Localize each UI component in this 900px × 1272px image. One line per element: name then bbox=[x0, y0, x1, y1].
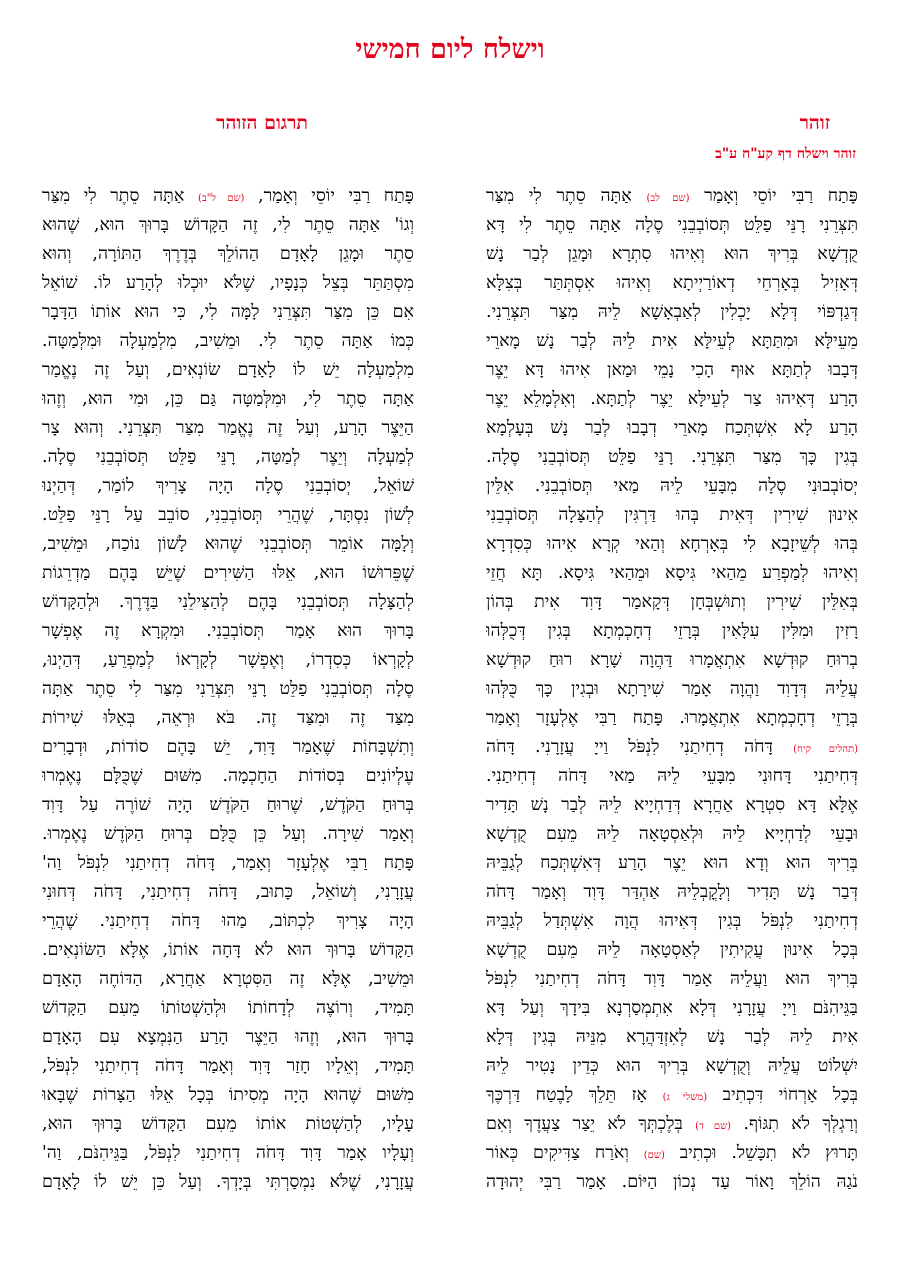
text-segment: לְהַצָּלָה תְּסוֹבְבֵנִי בָּהֶם לְהַצִּילֵנִי בַּדֶּרֶךְ. וּלְהַקָּדוֹשׁ bbox=[42, 592, 414, 612]
zohar-text-line bbox=[486, 501, 858, 530]
zohar-text-line bbox=[486, 1052, 858, 1081]
zohar-text-line bbox=[486, 1023, 858, 1052]
text-segment: יְסוֹבְבוּנִי סֶלָה מִבָּעֵי לֵיהּ מַאי תְּסוֹבְבֵנִי. אִלֵּין bbox=[486, 476, 858, 496]
text-segment: וְרַגְלְךָ לֹא תִגּוֹף. bbox=[731, 1114, 858, 1134]
text-segment: בְּלֶכְתְּךָ לֹא יֵצַר צַעֲדֶךָ וְאִם bbox=[486, 1114, 696, 1134]
text-segment: אִית לֵיהּ לְבַר נָשׁ לְאִזְדַּהֲרָא מִנֵּיהּ בְּגִין דְּלָא bbox=[486, 1027, 858, 1047]
text-segment: וְלָמָּה אוֹמֵר תְּסוֹבְבֵנִי שֶׁהוּא לָשׁוֹן נוֹכַח, וּמֵשִׁיב, bbox=[42, 534, 414, 554]
zohar-text-line bbox=[486, 298, 858, 327]
verse-source-citation: (שם ד) bbox=[695, 1121, 732, 1132]
text-segment: עָלָיו, לְהַשְׁטוֹת אוֹתוֹ מֵעִם הַקָּדוֹשׁ בָּרוּךְ הוּא, bbox=[42, 1114, 414, 1134]
text-segment: קֻדְשָׁא בְּרִיךְ הוּא וְאִיהוּ סִתְרָא וּמָגֵן לְבַר נָשׁ bbox=[486, 244, 858, 264]
targum-text-line bbox=[42, 1052, 414, 1081]
text-segment: דְּבָבוּ לְתַתָּא אוּף הָכִי נָמֵי וּמַאן אִיהוּ דָּא יֵצֶר bbox=[486, 360, 858, 380]
zohar-source-reference: זוהר וישלח דף קע"ח ע"ב bbox=[715, 146, 856, 162]
zohar-text-line bbox=[486, 1110, 858, 1139]
text-segment: יִשְׁלוֹט עֲלֵיהּ וְקֻדְשָׁא בְּרִיךְ הוּא כְּדֵין נָטִיר לֵיהּ bbox=[486, 1056, 858, 1076]
text-segment: דְּחִיתַנִי דָּחוּנִי מִבָּעֵי לֵיהּ מַאי דָּחֹה דְחִיתַנִי. bbox=[486, 766, 858, 786]
text-segment: אָז תֵּלֵךְ לָבֶטַח דַּרְכֶּךָ bbox=[486, 1085, 663, 1105]
targum-text-line bbox=[42, 646, 414, 675]
text-segment: פָּתַח רַבִּי יוֹסֵי וְאָמַר, bbox=[244, 186, 414, 206]
text-segment: כְּמוֹ אַתָּה סֵתֶר לִי. וּמֵשִׁיב, מִלְמַעְלָה וּמִלְּמַטָּה. bbox=[42, 331, 414, 351]
text-segment: דְּבַר נָשׁ תָּדִיר וְלָקֳבְלֵיהּ אַהְדַּר דָּוִד וְאָמַר דָּחֹה bbox=[486, 882, 858, 902]
zohar-text-line bbox=[486, 414, 858, 443]
text-segment: סֵתֶר וּמָגֵן לָאָדָם הַהוֹלֵךְ בְּדֶרֶךְ הַתּוֹרָה, וְהוּא bbox=[42, 244, 414, 264]
text-segment: בְּאִלֵּין שִׁירִין וְתוּשְׁבְּחָן דְּקָאמַר דָּוִד אִית בְּהוֹן bbox=[486, 592, 858, 612]
text-segment: וְעָלָיו אָמַר דָּוִד דָּחֹה דְחִיתַנִי לִנְפֹּל, בַּגֵּיהִנֹּם, וַה' bbox=[42, 1143, 414, 1163]
targum-text-line bbox=[42, 936, 414, 965]
zohar-text-line bbox=[486, 646, 858, 675]
text-segment: דָּחֹה דְחִיתַנִי לִנְפֹּל וַייָ עֲזָרָנִי. דָּחֹה bbox=[486, 737, 794, 757]
text-segment: הָרַע דְּאִיהוּ צַר לְעֵילָּא יֵצֶר לְתַתָּא. וְאִלְמָלֵא יֵצֶר bbox=[486, 389, 858, 409]
zohar-text-line bbox=[486, 1168, 858, 1197]
text-segment: אַתָּה סֵתֶר לִי, וּמִלְּמַטָּה גַּם כֵּן, וּמִי הוּא, וְזֶהוּ bbox=[42, 389, 414, 409]
zohar-text-line bbox=[486, 704, 858, 733]
text-segment: אַתָּה סֵתֶר לִי מִצַּר bbox=[486, 186, 647, 206]
text-segment: בְּכָל אָרְחוֹי דִּכְתִיב bbox=[707, 1085, 858, 1105]
text-segment: מִסְתַּתֵּר בְּצֵל כְּנָפָיו, שֶׁלֹּא יוּכְלוּ לְהָרַע לוֹ. שׁוֹאֵל bbox=[42, 273, 414, 293]
targum-text-line bbox=[42, 704, 414, 733]
zohar-text-line bbox=[486, 791, 858, 820]
targum-text-line bbox=[42, 675, 414, 704]
text-segment: וְאָמַר שִׁירָה. וְעַל כֵּן כֻּלָּם בְּרוּחַ הַקֹּדֶשׁ נֶאֶמְרוּ. bbox=[42, 824, 414, 844]
text-segment: רָזִין וּמִלִּין עִלָּאִין בְּרָזֵי דְחָכְמְתָא בְּגִין דְּכֻלְּהוּ bbox=[486, 621, 858, 641]
text-segment: תָּרוּץ לֹא תִכָּשֵׁל. וּכְתִיב bbox=[664, 1143, 858, 1163]
zohar-text-line bbox=[486, 356, 858, 385]
text-segment: סֶלָה תְּסוֹבְבֵנִי פַלֵּט רָנֵּי תִּצְּרֵנִי מִצַּר לִי סֵתֶר אַתָּה bbox=[42, 679, 414, 699]
text-segment: מִלְמַעְלָה יֵשׁ לוֹ לָאָדָם שׂוֹנְאִים, וְעַל זֶה נֶאֱמַר bbox=[42, 360, 414, 380]
text-segment: לְקָרְאוֹ כְּסִדְרוֹ, וְאֶפְשָׁר לְקָרְאוֹ לְמַפְרֵעַ, דְּהַיְנוּ, bbox=[42, 650, 414, 670]
verse-source-citation: (שם לב) bbox=[646, 193, 690, 204]
targum-text-line bbox=[42, 240, 414, 269]
text-segment: בְּכָל אִינוּן עֲקִיתִין לְאַסְטָאָה לֵיהּ מֵעִם קֻדְשָׁא bbox=[486, 940, 858, 960]
text-segment: תָּמִיד, וְרוֹצֶה לְדָחוֹתוֹ וּלְהַשְׁטוֹתוֹ מֵעִם הַקָּדוֹשׁ bbox=[42, 998, 414, 1018]
text-segment: הַקָּדוֹשׁ בָּרוּךְ הוּא לֹא דָּחָה אוֹתוֹ, אֶלָּא הַשּׂוֹנְאִים. bbox=[42, 940, 414, 960]
zohar-text-line bbox=[486, 849, 858, 878]
text-segment: וּמֵשִׁיב, אֶלָּא זֶה הַסִּטְרָא אַחֲרָא, הַדּוֹחֶה הָאָדָם bbox=[42, 969, 414, 989]
text-segment: בְּהוּ לְשֵׁיזָבָא לִי בְּאָרְחָא וְהַאי קְרָא אִיהוּ כְּסִדְרָא bbox=[486, 534, 858, 554]
targum-text-line bbox=[42, 472, 414, 501]
zohar-text-line bbox=[486, 559, 858, 588]
zohar-text-line bbox=[486, 530, 858, 559]
targum-text-line bbox=[42, 559, 414, 588]
zohar-text-column bbox=[486, 182, 858, 1250]
zohar-text-line bbox=[486, 385, 858, 414]
text-segment: הָרַע לָא אִשְׁתְּכַח מָארֵי דְבָבוּ לְבַר נָשׁ בְּעָלְמָא bbox=[486, 418, 858, 438]
text-segment: עֲזָרָנִי, שֶׁלֹּא נִמְסַרְתִּי בְּיָדְךָ. וְעַל כֵּן יֵשׁ לוֹ לָאָדָם bbox=[42, 1172, 414, 1192]
zohar-text-line bbox=[486, 733, 858, 762]
targum-text-line bbox=[42, 965, 414, 994]
text-segment: אִם כֵּן מִצַּר תִּצְּרֵנִי לָמָּה לִי, כִּי הוּא אוֹתוֹ הַדָּבָר bbox=[42, 302, 414, 322]
targum-column-header: תרגום הזוהר bbox=[216, 112, 308, 134]
targum-text-line bbox=[42, 1139, 414, 1168]
text-segment: בְּרִיךְ הוּא וַעֲלֵיהּ אָמַר דָּוִד דָּחֹה דְחִיתַנִי לִנְפֹּל bbox=[486, 969, 858, 989]
targum-text-line bbox=[42, 414, 414, 443]
verse-source-citation: (שם ל"ב) bbox=[197, 193, 245, 204]
zohar-text-line bbox=[486, 472, 858, 501]
targum-text-line bbox=[42, 443, 414, 472]
zohar-text-line bbox=[486, 617, 858, 646]
zohar-text-line bbox=[486, 240, 858, 269]
targum-text-line bbox=[42, 1110, 414, 1139]
text-segment: לְמַעְלָה וְיֵצֶר לְמַטָּה, רָנֵּי פַלֵּט תְּסוֹבְבֵנִי סֶלָה. bbox=[42, 447, 414, 467]
verse-source-citation: (משלי ג) bbox=[662, 1092, 708, 1103]
targum-text-line bbox=[42, 1168, 414, 1197]
targum-text-line bbox=[42, 791, 414, 820]
targum-text-line bbox=[42, 211, 414, 240]
targum-text-line bbox=[42, 762, 414, 791]
text-segment: וּבָעֵי לְדַחְיָיא לֵיהּ וּלְאַסְטָאָה לֵיהּ מֵעִם קֻדְשָׁא bbox=[486, 824, 858, 844]
zohar-text-line bbox=[486, 936, 858, 965]
targum-text-line bbox=[42, 269, 414, 298]
text-segment: וְתִשְׁבָּחוֹת שֶׁאָמַר דָּוִד, יֵשׁ בָּהֶם סוֹדוֹת, וּדְבָרִים bbox=[42, 737, 414, 757]
zohar-text-line bbox=[486, 327, 858, 356]
page-title: וישלח ליום חמישי bbox=[355, 34, 545, 65]
targum-text-line bbox=[42, 182, 414, 211]
text-segment: בְרוּחַ קוּדְשָׁא אִתְאֲמָרוּ דַּהֲוָה שָׁרָא רוּחַ קוּדְשָׁא bbox=[486, 650, 858, 670]
zohar-text-line bbox=[486, 994, 858, 1023]
text-segment: בְּרוּחַ הַקֹּדֶשׁ, שֶׁרוּחַ הַקֹּדֶשׁ הָיָה שׁוֹרֶה עַל דָּוִד bbox=[42, 795, 414, 815]
text-segment: בַּגֵּיהִנֹּם וַייָ עֲזָרָנִי דְּלָא אִתְמְסַרְנָא בִּידָךְ וְעַל דָּא bbox=[486, 998, 858, 1018]
zohar-text-line bbox=[486, 907, 858, 936]
zohar-text-line bbox=[486, 965, 858, 994]
targum-text-line bbox=[42, 530, 414, 559]
verse-source-citation: (שם) bbox=[643, 1150, 665, 1161]
targum-text-column bbox=[42, 182, 414, 1250]
text-segment: מִשּׁוּם שֶׁהוּא הָיָה מְסִיתוֹ בְּכָל אֵלּוּ הַצָּרוֹת שֶׁבָּאוּ bbox=[42, 1085, 414, 1105]
targum-text-line bbox=[42, 501, 414, 530]
zohar-text-line bbox=[486, 820, 858, 849]
text-segment: תָּמִיד, וְאֵלָיו חָזַר דָּוִד וְאָמַר דָּחֹה דְחִיתַנִי לִנְפֹּל, bbox=[42, 1056, 414, 1076]
targum-text-line bbox=[42, 588, 414, 617]
text-segment: אִינוּן שִׁירִין דְּאִית בְּהוּ דַּרְגִּין לְהַצָּלָה תְּסוֹבְבֵנִי bbox=[486, 505, 858, 525]
targum-text-line bbox=[42, 907, 414, 936]
text-segment: דְּגַדְפּוֹי דְּלָא יָכְלִין לְאַבְאָשָׁא לֵיהּ מִצַּר תִּצְּרֵנִי. bbox=[486, 302, 858, 322]
text-segment: וְאִיהוּ לְמַפְרַע מֵהַאי גִּיסָא וּמֵהַאי גִּיסָא. תָּא חֲזֵי bbox=[486, 563, 858, 583]
text-segment: עֲזָרָנִי, וְשׁוֹאֵל, כָּתוּב, דָּחֹה דְחִיתַנִי, דָּחֹה דְּחוּנִי bbox=[42, 882, 414, 902]
zohar-text-line bbox=[486, 269, 858, 298]
targum-text-line bbox=[42, 1023, 414, 1052]
text-segment: בְּרִיךְ הוּא וְדָא הוּא יֵצֶר הָרַע דְּאִשְׁתְּכַח לְגַבֵּיהּ bbox=[486, 853, 858, 873]
zohar-text-line bbox=[486, 211, 858, 240]
targum-text-line bbox=[42, 849, 414, 878]
text-segment: דְּאָזִיל בְּאָרְחֵי דְאוֹרַיְיתָא וְאִיהוּ אִסְתְּתַּר בְּצִלָּא bbox=[486, 273, 858, 293]
zohar-text-line bbox=[486, 878, 858, 907]
text-segment: עֲלֵיהּ דְּדָוִד וַהֲוָה אָמַר שִׁירָתָא וּבְגִין כָּךְ כֻּלְּהוּ bbox=[486, 679, 858, 699]
text-segment: וְגוֹ' אַתָּה סֵתֶר לִי, זֶה הַקָּדוֹשׁ בָּרוּךְ הוּא, שֶׁהוּא bbox=[42, 215, 414, 235]
zohar-text-line bbox=[486, 588, 858, 617]
text-segment: שׁוֹאֵל, יְסוֹבְבֵנִי סֶלָה הָיָה צָרִיךְ לוֹמַר, דְּהַיְנוּ bbox=[42, 476, 414, 496]
text-segment: בָּרוּךְ הוּא אָמַר תְּסוֹבְבֵנִי. וּמִקְרָא זֶה אֶפְשָׁר bbox=[42, 621, 414, 641]
zohar-text-line bbox=[486, 182, 858, 211]
text-segment: בְּרָזֵי דְחָכְמְתָא אִתְאֲמָרוּ. פָּתַח רַבִּי אֶלְעָזָר וְאָמַר bbox=[486, 708, 858, 728]
targum-text-line bbox=[42, 994, 414, 1023]
text-segment: דְחִיתַנִי לִנְפֹּל בְּגִין דְּאִיהוּ הֲוָה אִשְׁתְּדַל לְגַבֵּיהּ bbox=[486, 911, 858, 931]
zohar-text-line bbox=[486, 762, 858, 791]
text-segment: נֹגַהּ הוֹלֵךְ וָאוֹר עַד נְכוֹן הַיּוֹם. אָמַר רַבִּי יְהוּדָה bbox=[486, 1172, 858, 1192]
text-segment: פָּתַח רַבִּי יוֹסֵי וְאָמַר bbox=[689, 186, 858, 206]
zohar-text-line bbox=[486, 443, 858, 472]
targum-text-line bbox=[42, 385, 414, 414]
text-segment: לְשׁוֹן נִסְתָּר, שֶׁהֲרֵי תְּסוֹבְבֵנִי, סוֹבֵב עַל רָנֵּי פַלֵּט. bbox=[42, 505, 414, 525]
targum-text-line bbox=[42, 298, 414, 327]
text-segment: בָּרוּךְ הוּא, וְזֶהוּ הַיֵּצֶר הָרַע הַנִּמְצָא עִם הָאָדָם bbox=[42, 1027, 414, 1047]
targum-text-line bbox=[42, 820, 414, 849]
text-segment: אַתָּה סֵתֶר לִי מִצַּר bbox=[42, 186, 198, 206]
text-segment: תִּצְּרֵנִי רָנֵּי פַלֵּט תְּסוֹבְבֵנִי סֶלָה אַתָּה סֵתֶר לִי דָּא bbox=[486, 215, 858, 235]
zohar-text-line bbox=[486, 1081, 858, 1110]
targum-text-line bbox=[42, 617, 414, 646]
targum-text-line bbox=[42, 733, 414, 762]
text-segment: הַיֵּצֶר הָרַע, וְעַל זֶה נֶאֱמַר מִצַּר תִּצְּרֵנִי. וְהוּא צָר bbox=[42, 418, 414, 438]
text-segment: וְאֹרַח צַדִּיקִים כְּאוֹר bbox=[486, 1143, 644, 1163]
zohar-text-line bbox=[486, 1139, 858, 1168]
text-segment: אֶלָּא דָּא סִטְרָא אַחֲרָא דְּדַחְיָיא לֵיהּ לְבַר נָשׁ תָּדִיר bbox=[486, 795, 858, 815]
text-segment: עֶלְיוֹנִים בְּסוֹדוֹת הַחָכְמָה. מִשּׁוּם שֶׁכֻּלָּם נֶאֶמְרוּ bbox=[42, 766, 414, 786]
targum-text-line bbox=[42, 327, 414, 356]
verse-source-citation: (תהלים קיח) bbox=[793, 744, 858, 755]
zohar-text-line bbox=[486, 675, 858, 704]
text-segment: הָיָה צָרִיךְ לִכְתּוֹב, מַהוּ דָּחֹה דְחִיתַנִי. שֶׁהֲרֵי bbox=[42, 911, 414, 931]
text-segment: פָּתַח רַבִּי אֶלְעָזָר וְאָמַר, דָּחֹה דְחִיתַנִי לִנְפֹּל וַה' bbox=[42, 853, 414, 873]
text-segment: שֶׁפֵּרוּשׁוֹ הוּא, אֵלּוּ הַשִּׁירִים שֶׁיֵּשׁ בָּהֶם מַדְרֵגוֹת bbox=[42, 563, 414, 583]
text-segment: מִצַּד זֶה וּמִצַּד זֶה. בֹּא וּרְאֵה, בְּאֵלּוּ שִׁירוֹת bbox=[42, 708, 414, 728]
targum-text-line bbox=[42, 1081, 414, 1110]
text-segment: מֵעֵילָּא וּמִתַּתָּא לְעֵילָּא אִית לֵיהּ לְבַר נָשׁ מָארֵי bbox=[486, 331, 858, 351]
targum-text-line bbox=[42, 356, 414, 385]
text-segment: בְּגִין כָּךְ מִצַּר תִּצְּרֵנִי. רָנֵּי פַלֵּט תְּסוֹבְבֵנִי סֶלָה. bbox=[486, 447, 858, 467]
targum-text-line bbox=[42, 878, 414, 907]
zohar-column-header: זוהר bbox=[799, 112, 830, 134]
